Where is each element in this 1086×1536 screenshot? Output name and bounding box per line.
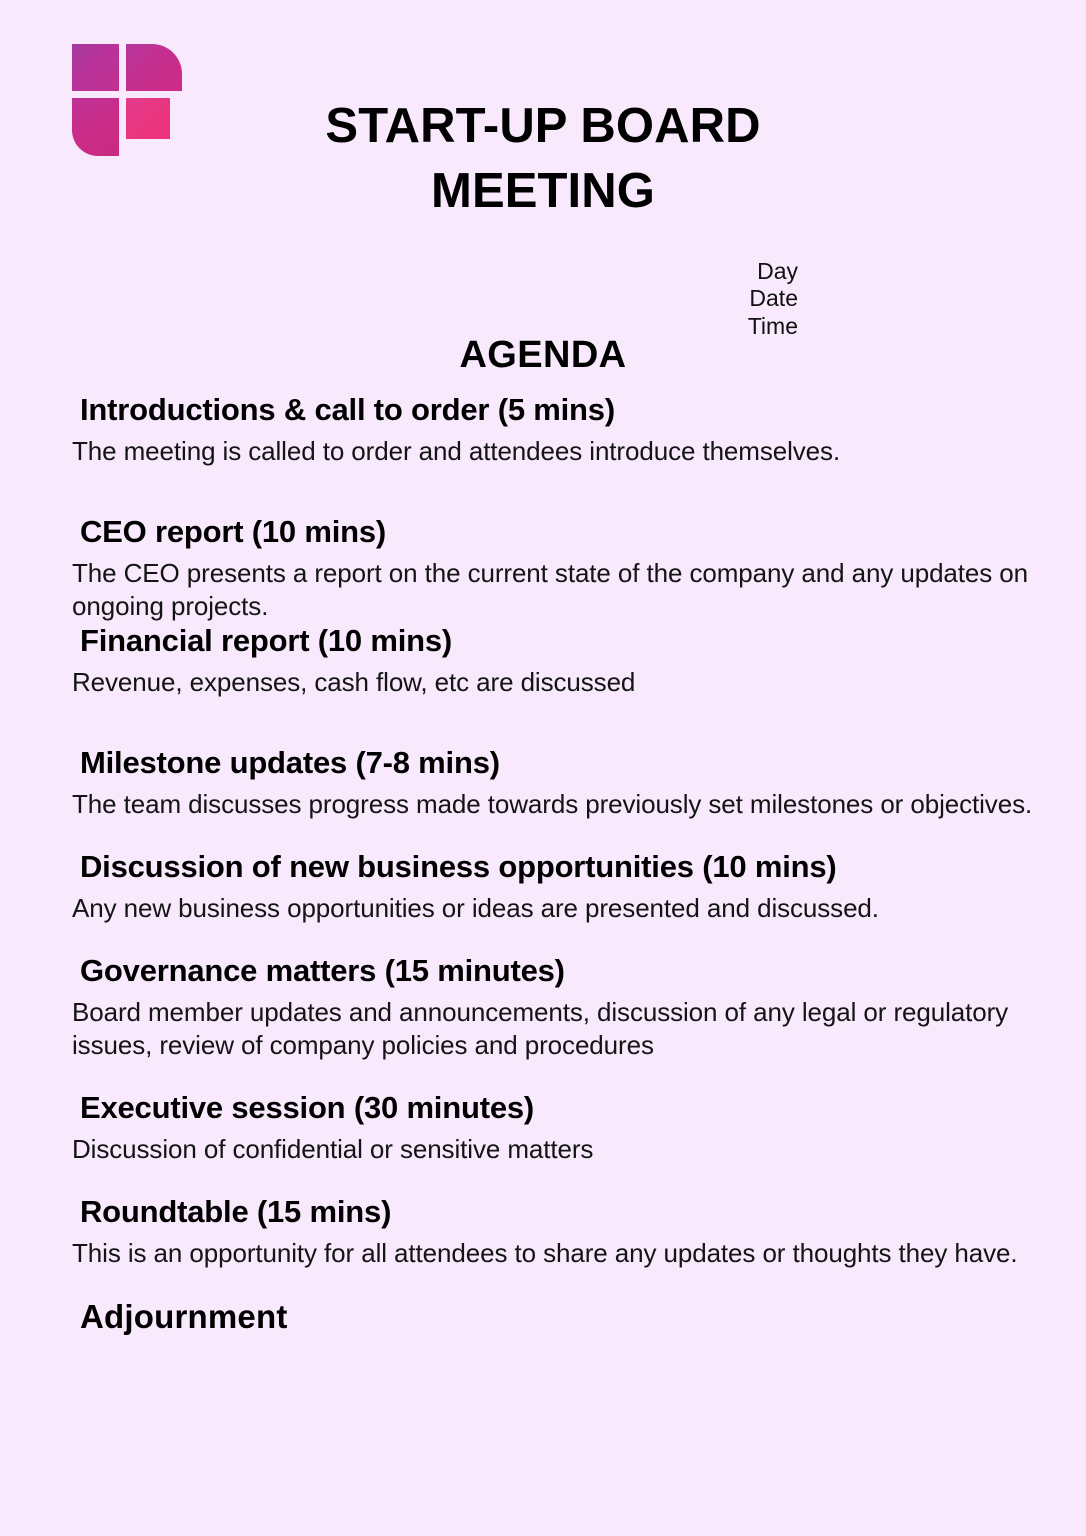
agenda-item-description: Board member updates and announcements, discussion of any legal or regulatory issues, review of company policies and procedures [72, 996, 1009, 1060]
meeting-day: Day [757, 258, 798, 284]
agenda-item [0, 1194, 1086, 1270]
agenda-item-title: Adjournment [80, 1297, 288, 1335]
logo-block-top-left [72, 44, 119, 91]
agenda-item-title: Governance matters (15 minutes) [80, 952, 565, 988]
brand-logo-icon [72, 44, 182, 156]
meeting-time: Time [747, 312, 798, 339]
page-title-line-2: MEETING [431, 164, 655, 219]
agenda-item-title: Introductions & call to order (5 mins) [80, 392, 615, 427]
agenda-item-description: This is an opportunity for all attendees to share any updates or thoughts they have. [72, 1237, 1018, 1268]
agenda-item [0, 953, 1086, 1062]
agenda-item-description: Any new business opportunities or ideas are presented and discussed. [72, 892, 879, 923]
logo-block-bottom-right [126, 98, 170, 139]
agenda-list [0, 392, 1086, 1343]
agenda-item-description: The meeting is called to order and attendees introduce themselves. [72, 435, 841, 466]
page-title [243, 94, 843, 224]
agenda-item-title: Financial report (10 mins) [80, 622, 453, 658]
agenda-item [0, 623, 1086, 699]
agenda-item-description: Revenue, expenses, cash flow, etc are discussed [72, 666, 636, 697]
logo-block-bottom-left [72, 98, 119, 156]
agenda-item-title: Discussion of new business opportunities (10 mins) [80, 848, 837, 884]
agenda-item [0, 514, 1086, 623]
agenda-item-title: Roundtable (15 mins) [80, 1193, 392, 1229]
agenda-item-title: Milestone updates (7-8 mins) [80, 744, 500, 780]
agenda-item [0, 745, 1086, 821]
meeting-date: Date [749, 285, 798, 312]
agenda-item-description: The team discusses progress made towards previously set milestones or objectives. [72, 788, 1033, 819]
agenda-item [0, 1090, 1086, 1166]
agenda-item [0, 1298, 1086, 1336]
agenda-item [0, 849, 1086, 925]
logo-block-top-right [126, 44, 182, 91]
agenda-heading: AGENDA [459, 334, 627, 376]
agenda-item-title: CEO report (10 mins) [80, 513, 387, 549]
page-title-line-1: START-UP BOARD [325, 99, 761, 153]
meeting-meta [640, 258, 798, 340]
agenda-item-description: Discussion of confidential or sensitive matters [72, 1133, 594, 1164]
agenda-item-description: The CEO presents a report on the current state of the company and any updates on ongoing projects. [72, 557, 1029, 621]
agenda-item-title: Executive session (30 minutes) [80, 1089, 535, 1125]
agenda-item [0, 392, 1086, 468]
